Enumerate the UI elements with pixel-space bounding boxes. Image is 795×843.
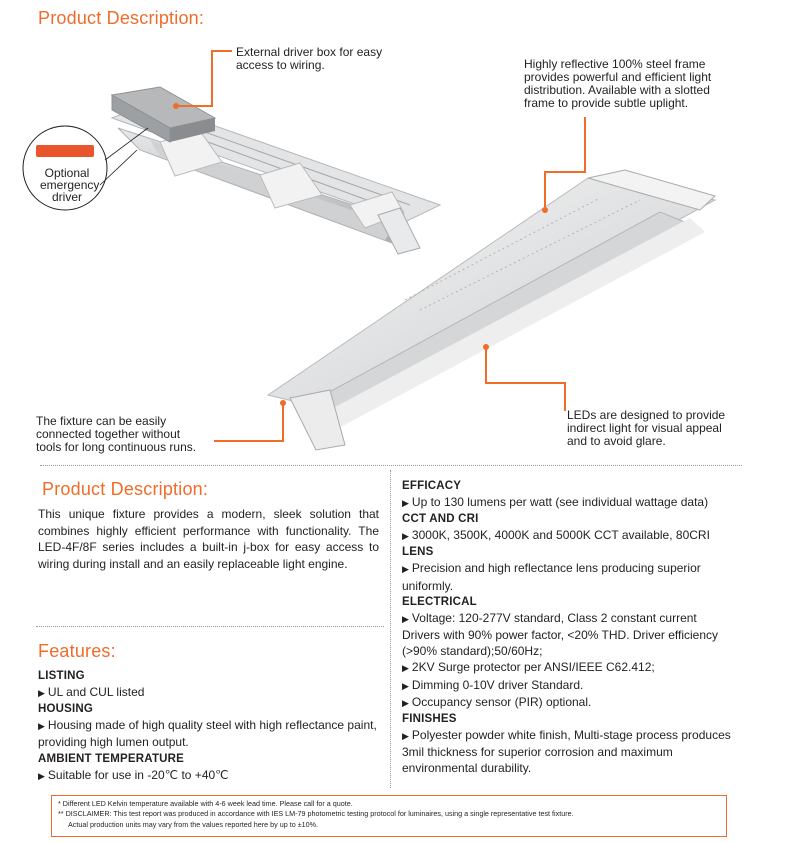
callout-connect: The fixture can be easily connected together without tools for long continuous runs.: [36, 414, 197, 454]
features-list: LISTING ▶ UL and CUL listed HOUSING ▶ Housing made of high quality steel with high reflectance paint, providing high lumen output. AMBIENT TEMPERATURE ▶ Suitable for use in -20℃ to +40℃: [38, 668, 383, 784]
electrical-item-1: Voltage: 120-277V standard, Class 2 constant current Drivers with 90% power factor, <20% THD. Driver efficiency (>90% standard);50/60Hz;: [402, 610, 719, 659]
description-title: Product Description:: [42, 479, 209, 499]
callout-driver-box: External driver box for easy access to wiring.: [236, 45, 383, 72]
finishes-item: Polyester powder white finish, Multi-stage process produces 3mil thickness for superior corrosion and maximum environmental durability.: [402, 728, 731, 776]
callout-emergency: Optional emergency driver: [40, 166, 100, 204]
description-body: This unique fixture provides a modern, sleek solution that combines highly efficient performance with functionality. The LED-4F/8F series includes a built-in j-box for easy access to wiring during install and an easily replaceable light engine.: [38, 507, 379, 571]
specs-list: EFFICACY ▶ Up to 130 lumens per watt (see individual wattage data) CCT AND CRI ▶ 3000K, 3500K, 4000K and 5000K CCT available, 80CRI LENS ▶ Precision and high reflectance lens producing superior uniformly. ELECTRICAL ▶ Voltage: 120-277V standard, Class 2 constant current Drivers with 90% power factor, <20% THD. Driver efficiency (>90% standard);50/60Hz; ▶ 2KV Surge protector per ANSI/IEEE C62.412; ▶ Dimming 0-10V driver Standard. ▶ Occupancy sensor (PIR) optional. FINISHES ▶ Polyester powder white finish, Multi-stage process produces 3mil thickness for superior corrosion and maximum environmental durability.: [402, 478, 738, 777]
ambient-item: Suitable for use in -20℃ to +40℃: [47, 767, 229, 782]
listing-heading: LISTING: [38, 670, 85, 682]
cct-heading: CCT AND CRI: [402, 513, 479, 526]
electrical-heading: ELECTRICAL: [402, 595, 477, 608]
divider-top: [40, 465, 742, 466]
efficacy-item: Up to 130 lumens per watt (see individual wattage data): [411, 495, 709, 509]
divider-vertical: [390, 470, 391, 788]
top-title: Product Description:: [38, 8, 205, 28]
small-fixture: [112, 87, 440, 254]
cct-item: 3000K, 3500K, 4000K and 5000K CCT available, 80CRI: [411, 528, 710, 543]
housing-heading: HOUSING: [38, 703, 94, 716]
listing-item: UL and CUL listed: [47, 685, 145, 699]
electrical-item-2: 2KV Surge protector per ANSI/IEEE C62.412;: [411, 660, 655, 675]
finishes-heading: FINISHES: [402, 713, 457, 726]
callout-frame: Highly reflective 100% steel frame provides powerful and efficient light distribution. Available with a slotted frame to provide subtle uplight.: [524, 57, 712, 110]
disclaimer-line-2: ** DISCLAIMER: This test report was produced in accordance with IES LM-79 photometric testing protocol for luminaires, using a single representative test fixture.: [58, 809, 574, 819]
lens-heading: LENS: [402, 546, 434, 559]
disclaimer-box: [51, 795, 727, 837]
disclaimer-line-1: * Different LED Kelvin temperature available with 4-6 week lead time. Please call for a quote.: [58, 799, 353, 808]
electrical-item-3: Dimming 0-10V driver Standard.: [411, 677, 584, 692]
lens-item: Precision and high reflectance lens producing superior uniformly.: [402, 561, 701, 593]
callout-leds: LEDs are designed to provide indirect light for visual appeal and to avoid glare.: [567, 408, 726, 448]
divider-left: [36, 626, 384, 627]
disclaimer-line-3: Actual production units may vary from the values reported here by up to ±10%.: [68, 819, 319, 829]
electrical-item-4: Occupancy sensor (PIR) optional.: [411, 694, 592, 709]
housing-item: Housing made of high quality steel with high reflectance paint, providing high lumen output.: [38, 718, 377, 750]
features-title: Features:: [38, 641, 116, 661]
ambient-heading: AMBIENT TEMPERATURE: [38, 752, 185, 765]
efficacy-heading: EFFICACY: [402, 480, 462, 492]
